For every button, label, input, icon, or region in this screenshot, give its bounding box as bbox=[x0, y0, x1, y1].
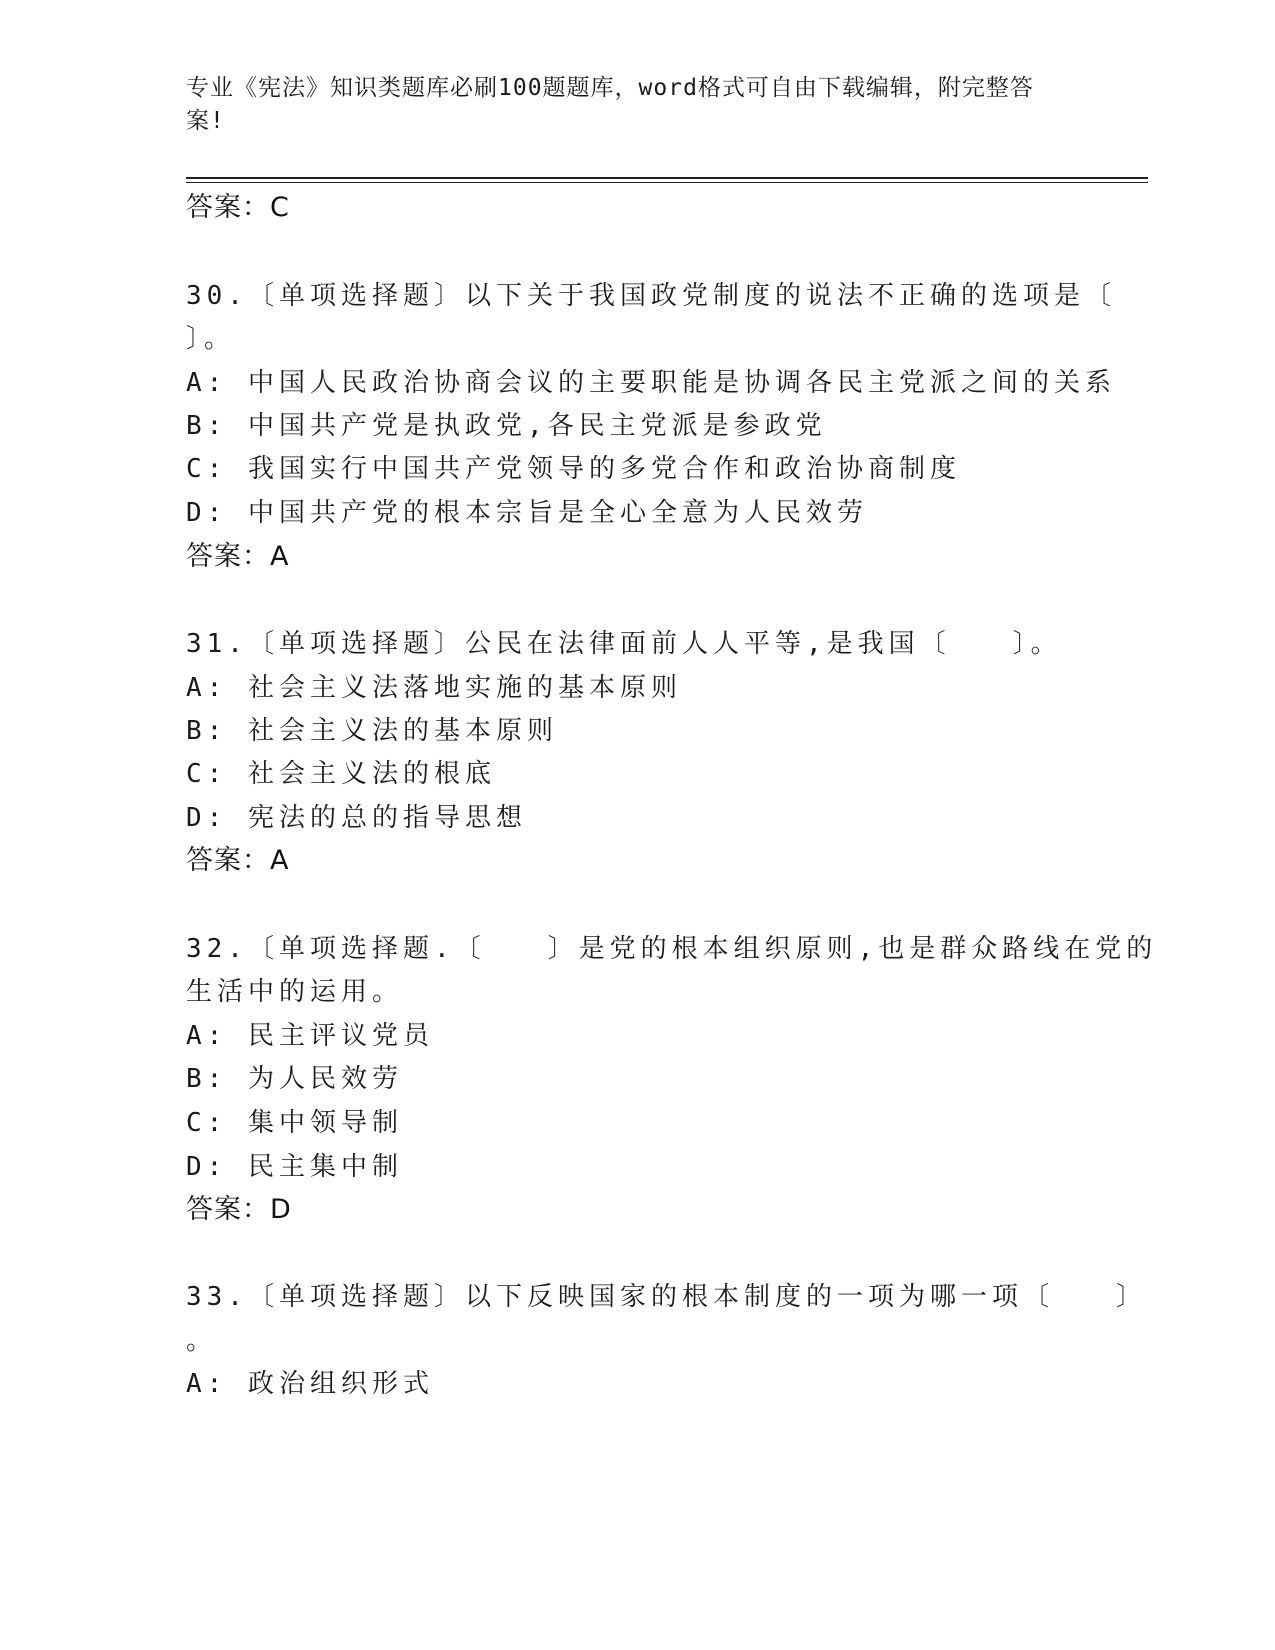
option-b: B: 为人民效劳 bbox=[186, 1064, 403, 1094]
question-stem-continued: 生活中的运用。 bbox=[186, 977, 404, 1007]
option-a: A: 社会主义法落地实施的基本原则 bbox=[186, 673, 682, 703]
option-a: A: 中国人民政治协商会议的主要职能是协调各民主党派之间的关系 bbox=[186, 368, 1116, 398]
option-a: A: 政治组织形式 bbox=[186, 1369, 434, 1399]
option-b: B: 社会主义法的基本原则 bbox=[186, 716, 558, 746]
answer-label: 答案：A bbox=[186, 845, 290, 876]
option-c: C: 社会主义法的根底 bbox=[186, 759, 496, 789]
question-stem: 30.〔单项选择题〕以下关于我国政党制度的说法不正确的选项是〔 bbox=[186, 281, 1116, 311]
option-d: D: 宪法的总的指导思想 bbox=[186, 803, 527, 833]
question-stem: 31.〔单项选择题〕公民在法律面前人人平等,是我国〔 〕。 bbox=[186, 629, 1062, 659]
question-stem-continued: 。 bbox=[186, 1326, 218, 1356]
question-stem: 33.〔单项选择题〕以下反映国家的根本制度的一项为哪一项〔 〕 bbox=[186, 1282, 1147, 1312]
previous-answer: 答案：C bbox=[186, 192, 290, 223]
option-c: C: 集中领导制 bbox=[186, 1108, 403, 1138]
option-d: D: 民主集中制 bbox=[186, 1152, 403, 1182]
option-d: D: 中国共产党的根本宗旨是全心全意为人民效劳 bbox=[186, 498, 868, 528]
header-divider-thick bbox=[186, 177, 1148, 179]
option-a: A: 民主评议党员 bbox=[186, 1021, 434, 1051]
question-stem: 32.〔单项选择题.〔 〕是党的根本组织原则,也是群众路线在党的 bbox=[186, 934, 1158, 964]
question-stem-continued: 〕。 bbox=[186, 324, 236, 354]
header-divider-thin bbox=[186, 182, 1148, 183]
document-header bbox=[186, 72, 1066, 138]
option-b: B: 中国共产党是执政党,各民主党派是参政党 bbox=[186, 411, 827, 441]
answer-label: 答案：A bbox=[186, 541, 290, 572]
header-line-2: 案! bbox=[186, 108, 225, 134]
answer-label: 答案：D bbox=[186, 1194, 292, 1225]
header-line-1: 专业《宪法》知识类题库必刷100题题库，word格式可自由下载编辑，附完整答 bbox=[186, 75, 1034, 101]
option-c: C: 我国实行中国共产党领导的多党合作和政治协商制度 bbox=[186, 454, 961, 484]
